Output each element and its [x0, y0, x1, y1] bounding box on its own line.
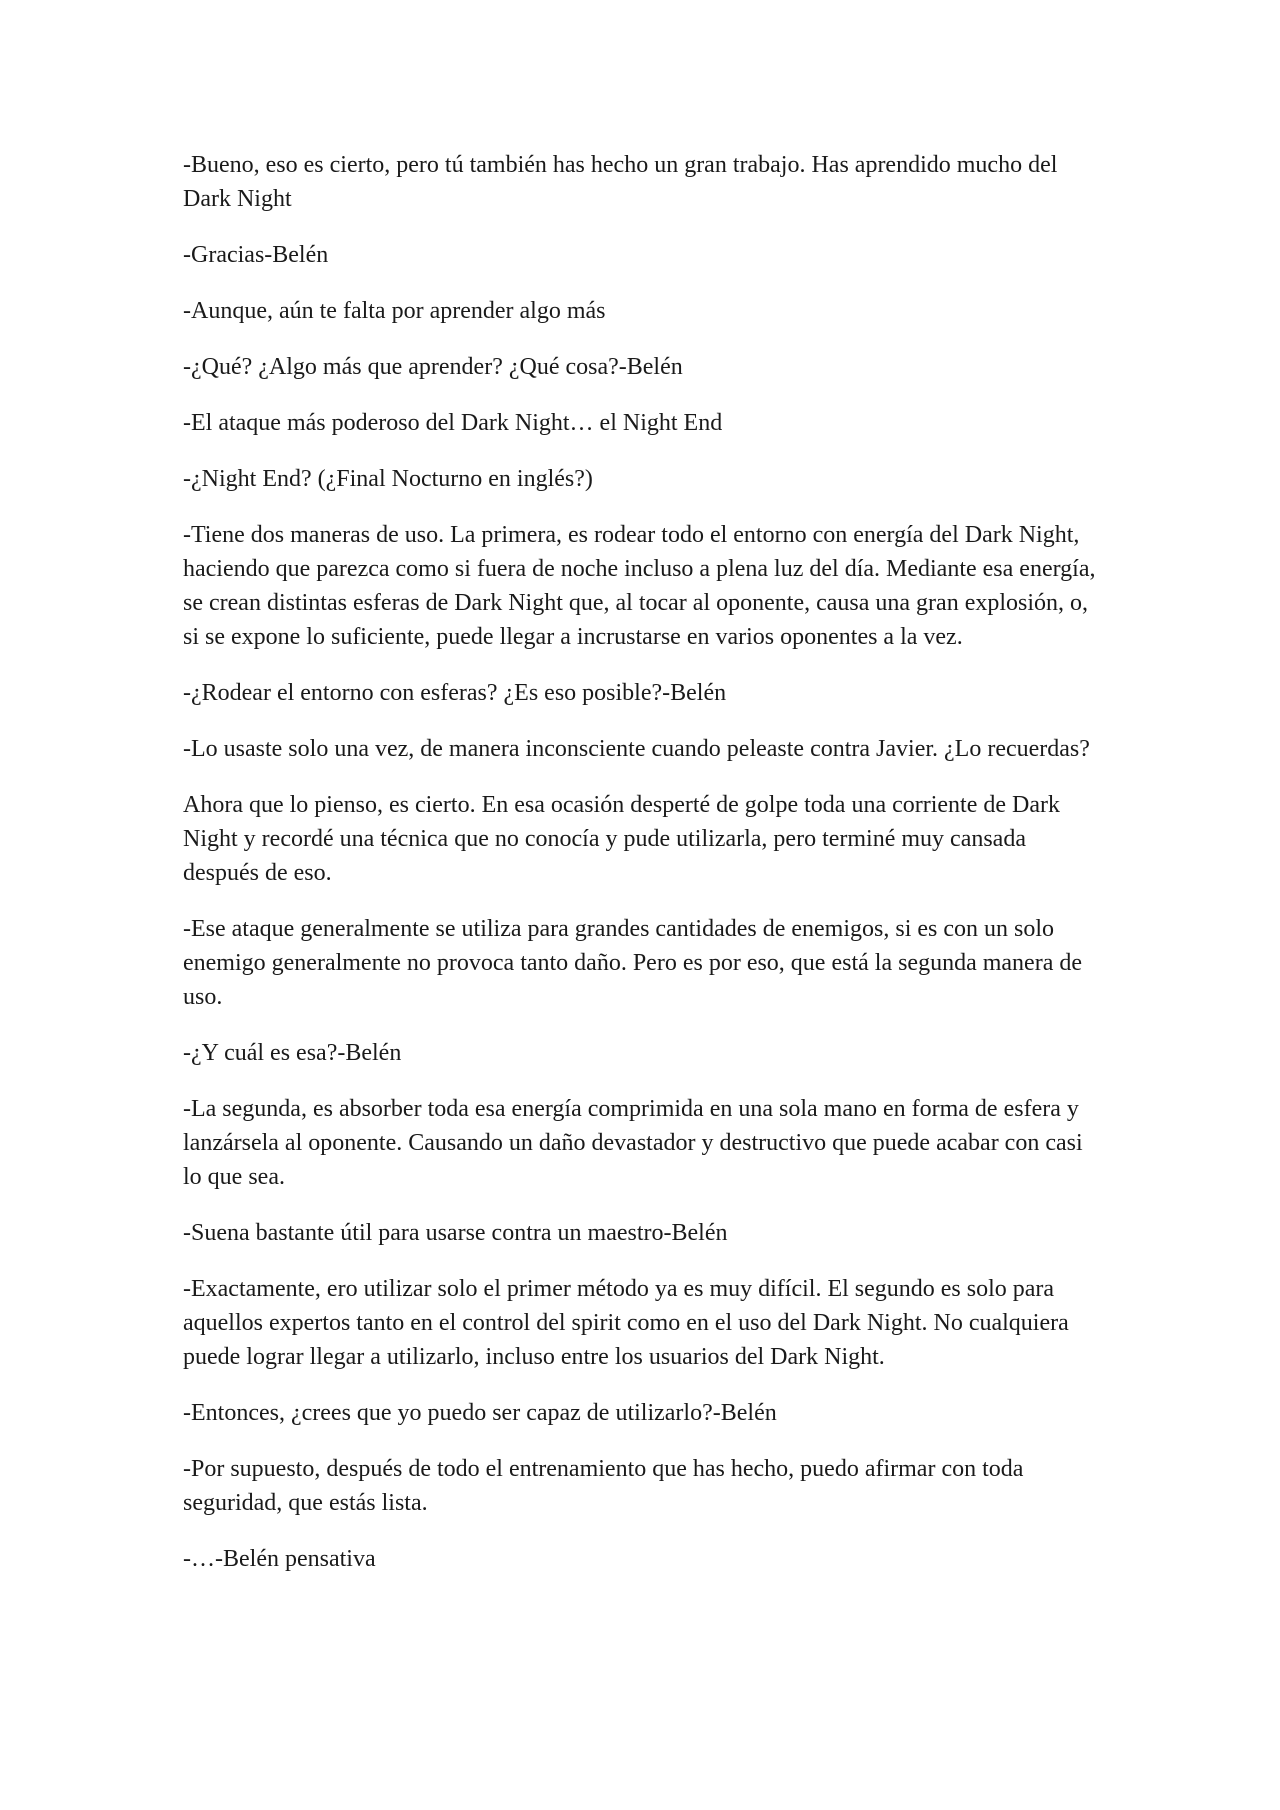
paragraph-16: -Entonces, ¿crees que yo puedo ser capaz de utilizarlo?-Belén: [183, 1400, 777, 1426]
paragraph-18: -…-Belén pensativa: [183, 1546, 376, 1572]
paragraph-2: -Gracias-Belén: [183, 242, 329, 268]
paragraph-17: -Por supuesto, después de todo el entrenamiento que has hecho, puedo afirmar con toda seguridad, que estás lista.: [183, 1456, 1024, 1516]
paragraph-4: -¿Qué? ¿Algo más que aprender? ¿Qué cosa?-Belén: [183, 354, 683, 380]
paragraph-12: -¿Y cuál es esa?-Belén: [183, 1040, 402, 1066]
paragraph-14: -Suena bastante útil para usarse contra un maestro-Belén: [183, 1220, 728, 1246]
paragraph-9: -Lo usaste solo una vez, de manera inconsciente cuando peleaste contra Javier. ¿Lo recuerdas?: [183, 736, 1090, 762]
paragraph-5: -El ataque más poderoso del Dark Night… el Night End: [183, 410, 723, 436]
paragraph-15: -Exactamente, ero utilizar solo el primer método ya es muy difícil. El segundo es solo para aquellos expertos tanto en el control del spirit como en el uso del Dark Night. No cualquiera puede lograr llegar a utilizarlo, incluso entre los usuarios del Dark Night.: [183, 1276, 1069, 1370]
paragraph-11: -Ese ataque generalmente se utiliza para grandes cantidades de enemigos, si es con un solo enemigo generalmente no provoca tanto daño. Pero es por eso, que está la segunda manera de uso.: [183, 916, 1083, 1010]
paragraph-10: Ahora que lo pienso, es cierto. En esa ocasión desperté de golpe toda una corriente de Dark Night y recordé una técnica que no conocía y pude utilizarla, pero terminé muy cansada después de eso.: [183, 792, 1061, 886]
paragraph-3: -Aunque, aún te falta por aprender algo más: [183, 298, 606, 324]
paragraph-7: -Tiene dos maneras de uso. La primera, es rodear todo el entorno con energía del Dark Night, haciendo que parezca como si fuera de noche incluso a plena luz del día. Mediante esa energía, se crean distintas esferas de Dark Night que, al tocar al oponente, causa una gran explosión, o, si se expone lo suficiente, puede llegar a incrustarse en varios oponentes a la vez.: [183, 522, 1096, 650]
paragraph-8: -¿Rodear el entorno con esferas? ¿Es eso posible?-Belén: [183, 680, 727, 706]
paragraph-13: -La segunda, es absorber toda esa energía comprimida en una sola mano en forma de esfera y lanzársela al oponente. Causando un daño devastador y destructivo que puede acabar con casi lo que sea.: [183, 1096, 1083, 1190]
paragraph-1: -Bueno, eso es cierto, pero tú también has hecho un gran trabajo. Has aprendido mucho del Dark Night: [183, 152, 1058, 212]
paragraph-6: -¿Night End? (¿Final Nocturno en inglés?): [183, 466, 593, 492]
document-text-body: [183, 148, 1103, 1598]
